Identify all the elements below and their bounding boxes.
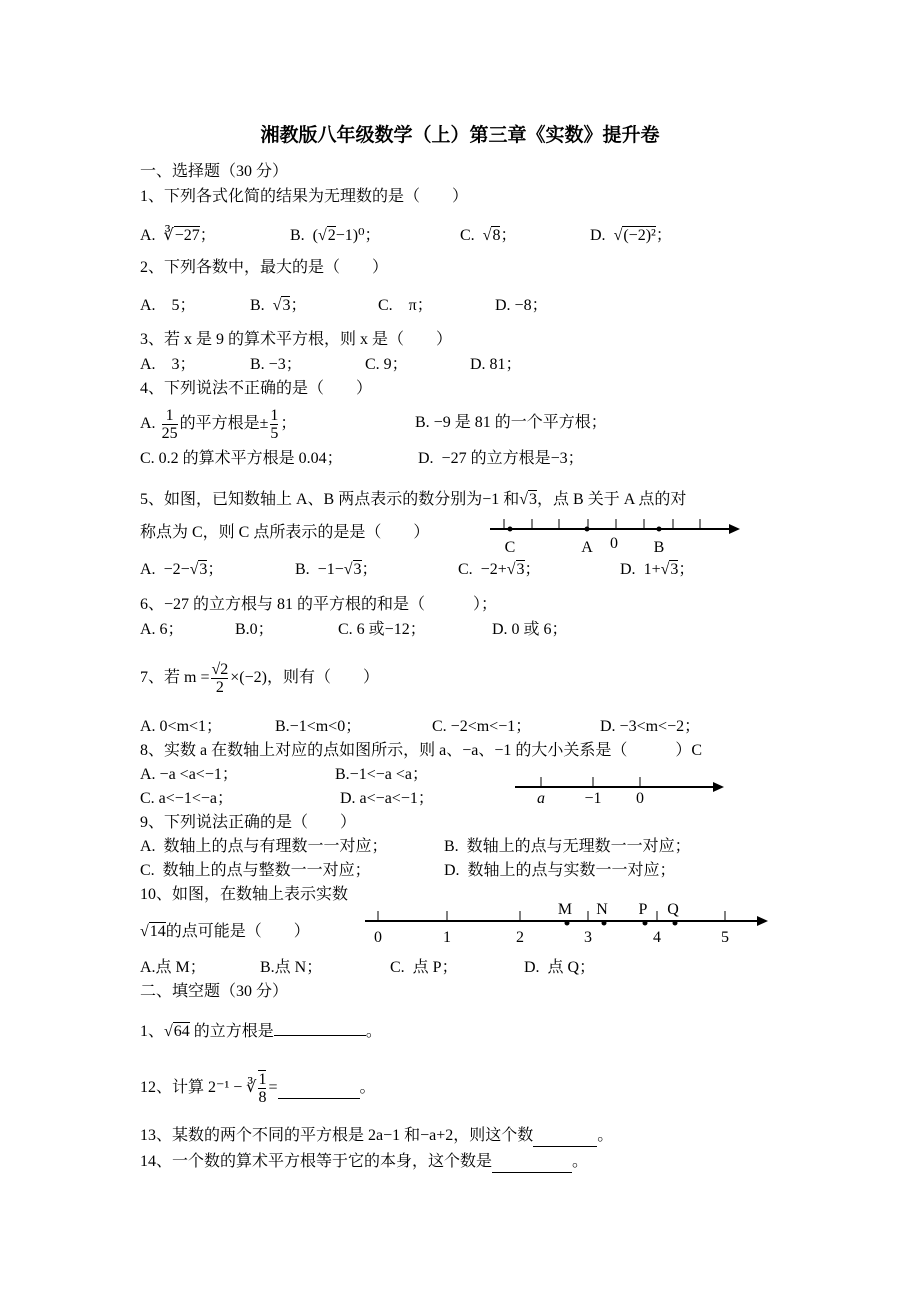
q9-option-d: D. 数轴上的点与实数一一对应； [444, 862, 676, 879]
q5-point-label: C [504, 539, 516, 556]
q1-option-c: C. √8； [460, 227, 517, 244]
q10-option-d: D. 点 Q； [524, 959, 596, 976]
q7-option-b: B.−1<m<0； [275, 718, 362, 735]
q10-tick-label: 2 [516, 929, 524, 946]
q10-point-P [643, 921, 648, 926]
q2-option-c: C. π； [378, 297, 433, 314]
q7-option-d: D. −3<m<−2； [600, 718, 701, 735]
q4-option-a: A. $\frac{1}{25}$ 的平方根是± $\frac{1}{5}$ ； [140, 406, 297, 442]
q5-point-label: B [653, 539, 665, 556]
q10-option-b: B.点 N； [260, 959, 323, 976]
question-6: 6、−27 的立方根与 81 的平方根的和是（ ）； [140, 596, 498, 613]
q1-option-a: A. ∛−27； [140, 227, 216, 244]
fill-question-14: 14、一个数的算术平方根等于它的本身，这个数是 。 [140, 1152, 588, 1173]
question-7: 7、若 m = $\frac{√2}{2}$ ×(−2)，则有（ ） [140, 660, 379, 696]
question-10-line-1: 10、如图，在数轴上表示实数 [140, 886, 349, 903]
page-title: 湘教版八年级数学（上）第三章《实数》提升卷 [260, 125, 660, 146]
q10-option-a: A.点 M； [140, 959, 206, 976]
q3-option-c: C. 9； [365, 356, 408, 373]
q10-tick-label: 3 [584, 929, 592, 946]
q10-tick-label: 0 [374, 929, 382, 946]
q5-option-b: B. −1−√3； [295, 561, 378, 578]
q8-tick-label: −1 [584, 790, 602, 807]
q3-option-d: D. 81； [470, 356, 522, 373]
fill-question-1: 1、√64 的立方根是 。 [140, 1023, 382, 1040]
q1-option-d: D. √(−2)²； [590, 227, 672, 244]
question-9: 9、下列说法正确的是（ ） [140, 814, 357, 831]
q10-option-c: C. 点 P； [390, 959, 458, 976]
q6-option-a: A. 6； [140, 621, 184, 638]
q6-option-d: D. 0 或 6； [492, 621, 568, 638]
q6-option-c: C. 6 或−12； [338, 621, 426, 638]
q10-point-label: N [596, 901, 608, 918]
q5-option-c: C. −2+√3； [458, 561, 541, 578]
question-8: 8、实数 a 在数轴上对应的点如图所示，则 a、−a、−1 的大小关系是（ ）C [140, 742, 703, 759]
q2-option-b: B. √3； [250, 297, 307, 314]
question-3: 3、若 x 是 9 的算术平方根，则 x 是（ ） [140, 331, 453, 348]
q2-option-d: D. −8； [495, 297, 548, 314]
q10-point-label: Q [667, 901, 679, 918]
question-4: 4、下列说法不正确的是（ ） [140, 380, 373, 397]
q7-option-a: A. 0<m<1； [140, 718, 223, 735]
question-2: 2、下列各数中，最大的是（ ） [140, 259, 389, 276]
q10-point-Q [673, 921, 678, 926]
q3-option-a: A. 3； [140, 356, 196, 373]
q8-tick-label: a [537, 790, 545, 807]
q10-tick-label: 4 [653, 929, 661, 946]
fill-question-13: 13、某数的两个不同的平方根是 2a−1 和−a+2，则这个数 。 [140, 1126, 613, 1147]
q8-tick-label: 0 [636, 790, 644, 807]
q10-point-label: P [638, 901, 648, 918]
q9-option-c: C. 数轴上的点与整数一一对应； [140, 862, 371, 879]
q5-point-label: A [581, 539, 593, 556]
q10-tick-label: 1 [443, 929, 451, 946]
q5-point-C [508, 527, 513, 532]
q8-option-b: B.−1<−a <a； [335, 766, 428, 783]
q2-option-a: A. 5； [140, 297, 196, 314]
q10-tick-label: 5 [721, 929, 729, 946]
q4-option-b: B. −9 是 81 的一个平方根； [415, 414, 607, 431]
question-5-line-1: 5、如图，已知数轴上 A、B 两点表示的数分别为−1 和√3，点 B 关于 A 点的对 [140, 491, 687, 508]
q10-point-label: M [557, 901, 573, 918]
q7-option-c: C. −2<m<−1； [432, 718, 532, 735]
question-10-line-2: √14的点可能是（ ） [140, 923, 310, 940]
q5-point-A [585, 527, 590, 532]
question-5-line-2: 称点为 C，则 C 点所表示的是是（ ） [140, 524, 430, 541]
q3-option-b: B. −3； [250, 356, 302, 373]
q4-option-c: C. 0.2 的算术平方根是 0.04； [140, 450, 343, 467]
fill-question-12: 12、计算 2⁻¹ − ∛ $\frac{1}{8}$ = 。 [140, 1071, 376, 1107]
q9-option-a: A. 数轴上的点与有理数一一对应； [140, 838, 388, 855]
q4-option-d: D. −27 的立方根是−3； [418, 450, 584, 467]
q5-point-B [657, 527, 662, 532]
q10-point-N [602, 921, 607, 926]
q9-option-b: B. 数轴上的点与无理数一一对应； [444, 838, 691, 855]
q6-option-b: B.0； [235, 621, 274, 638]
question-1: 1、下列各式化简的结果为无理数的是（ ） [140, 188, 469, 205]
q5-tick-label: 0 [610, 535, 618, 552]
q5-number-line-arrow-icon [729, 524, 740, 534]
section-fill-heading: 二、填空题（30 分） [140, 983, 289, 1000]
q8-option-a: A. −a <a<−1； [140, 766, 238, 783]
q8-option-c: C. a<−1<−a； [140, 790, 233, 807]
q10-point-M [565, 921, 570, 926]
q8-number-line-arrow-icon [713, 782, 724, 792]
q10-number-line-arrow-icon [757, 916, 768, 926]
q5-option-a: A. −2−√3； [140, 561, 224, 578]
q5-option-d: D. 1+√3； [620, 561, 695, 578]
section-choice-heading: 一、选择题（30 分） [140, 163, 289, 180]
q1-option-b: B. (√2−1)⁰； [290, 227, 381, 244]
q8-option-d: D. a<−a<−1； [340, 790, 434, 807]
